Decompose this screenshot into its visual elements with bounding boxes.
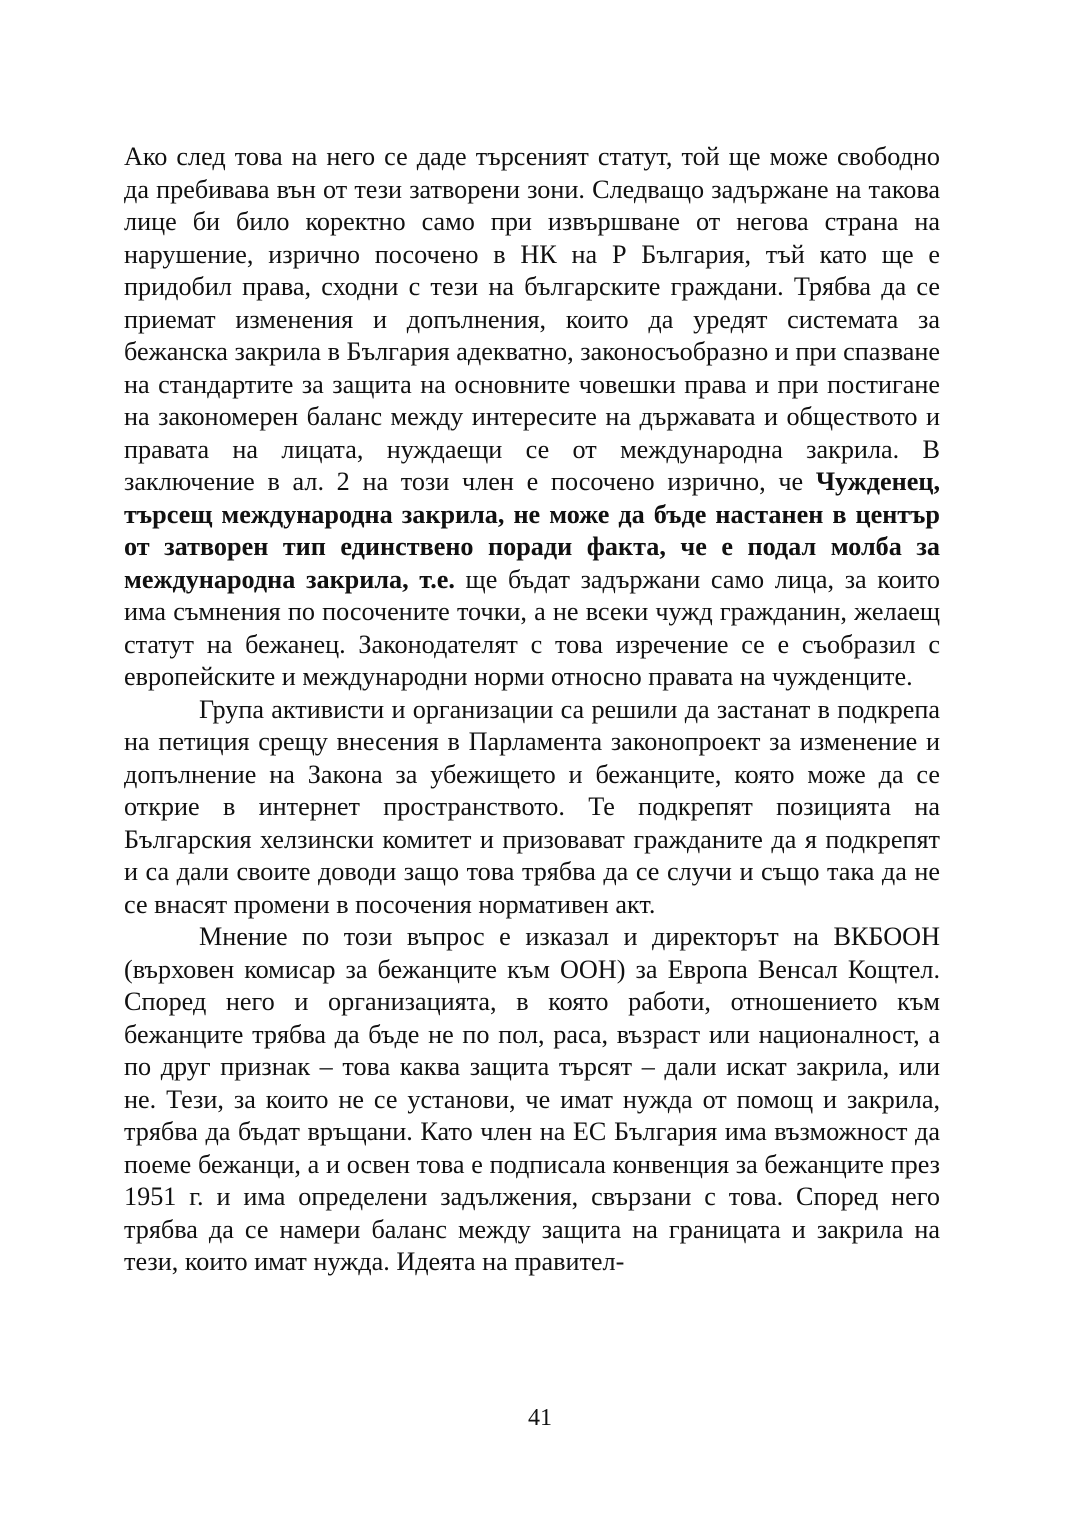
paragraph-1 [124,141,940,694]
page-text-body [124,141,940,1279]
paragraph-2: Група активисти и организации са решили да застанат в подкрепа на петиция срещу внесения в Парламента законопроект за изменение и допълнение на Закона за убежището и бежанците, която може да се открие в интернет пространството. Те подкрепят позицията на Българския хелзински комитет и призовават гражданите да я подкрепят и са дали своите доводи защо това трябва да се случи и също така да не се внасят промени в посочения нормативен акт. [124,694,940,919]
paragraph-3: Мнение по този въпрос е изказал и директорът на ВКБООН (върховен комисар за бежанците към ООН) за Европа Венсал Кощтел. Според него и организацията, в която работи, отношението към бежанците трябва да бъде не по пол, раса, възраст или националност, а по друг признак – това каква защита търсят – дали искат закрила, или не. Тези, за които не се установи, че имат нужда от помощ и закрила, трябва да бъдат връщани. Като член на ЕС България има възможност да поеме бежанци, а и освен това е подписала конвенция за бежанците през 1951 г. и има определени задължения, свързани с това. Според него трябва да се намери баланс между защита на границата и закрила на тези, които имат нужда. Идеята на правител- [124,922,940,1276]
paragraph-1-text-end: ще бъдат задържани само лица, за които има съмнения по посочените точки, а не всеки чужд гражданин, желаещ статут на бежанец. Законодателят с това изречение се е съобразил с европейските и международни норми относно правата на чужденците. [124,564,940,691]
paragraph-1-text-start: Ако след това на него се даде търсеният статут, той ще може свободно да пребивава вън от тези затворени зони. Следващо задържане на такова лице би било коректно само при извършване от негова страна на нарушение, изрично посочено в НК на Р България, тъй като ще е придобил права, сходни с тези на българските граждани. Трябва да се приемат изменения и допълнения, които да уредят системата за бежанска закрила в България адекватно, законосъобразно и при спазване на стандартите за защита на основните човешки права и при постигане на закономерен баланс между интересите на държавата и обществото и правата на лицата, нуждаещи се от международна закрила. В заключение в ал. 2 на този член е посочено изрично, че [124,142,940,496]
paragraph-1-bold-quote: Чужденец, търсещ международна закрила, не може да бъде настанен в център от затворен тип единствено поради факта, че е подал молба за международна закрила, т.е. [124,467,940,594]
page-number: 41 [528,1405,552,1431]
